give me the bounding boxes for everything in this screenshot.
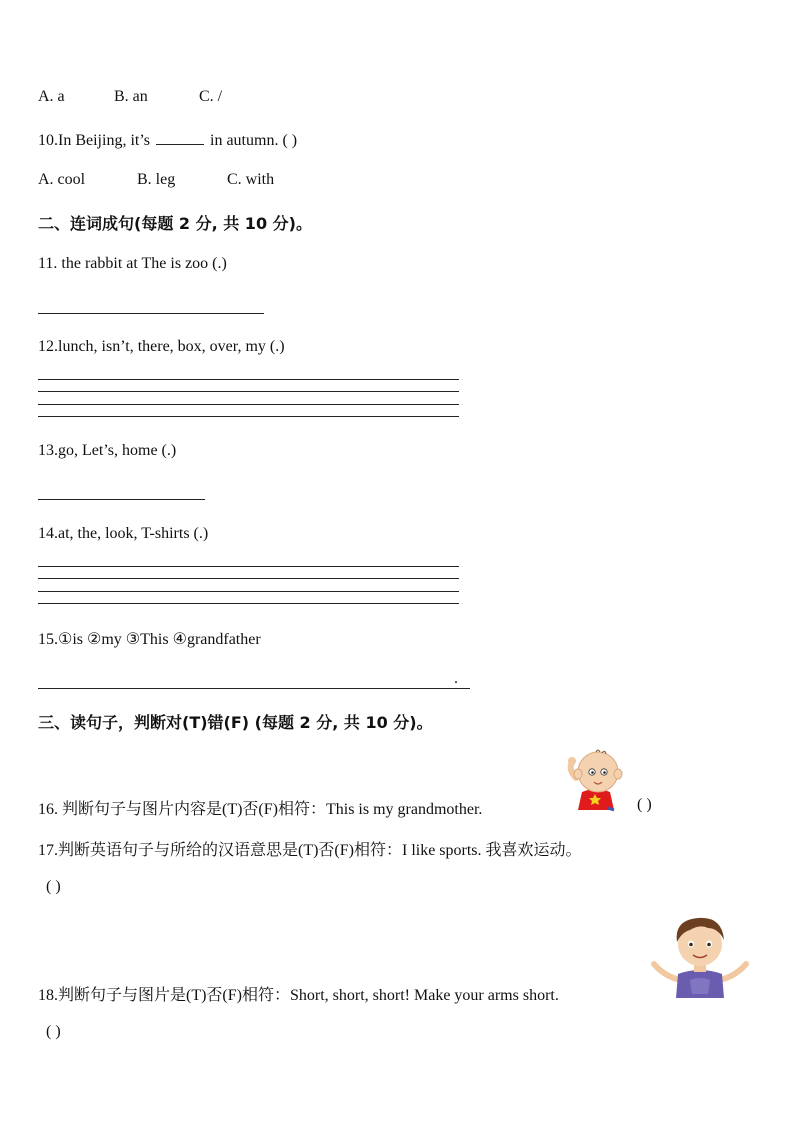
q14-answer-line-4[interactable] — [38, 603, 459, 604]
shrugging-boy-image — [650, 914, 750, 998]
question-13: 13.go, Let’s, home (.) — [38, 442, 177, 459]
question-14: 14.at, the, look, T-shirts (.) — [38, 525, 209, 542]
q13-answer-line[interactable] — [38, 499, 205, 500]
q12-answer-line-4[interactable] — [38, 416, 459, 417]
section-2-heading: 二、连词成句(每题 2 分, 共 10 分)。 — [38, 214, 312, 233]
boy-cartoon-image — [562, 748, 632, 812]
q12-answer-line-1[interactable] — [38, 379, 459, 380]
question-16: 16. 判断句子与图片内容是(T)否(F)相符：This is my grandmother. — [38, 801, 483, 818]
q15-answer-line[interactable] — [38, 688, 470, 689]
q16-answer-parentheses[interactable]: ( ) — [637, 796, 652, 813]
question-12: 12.lunch, isn’t, there, box, over, my (.) — [38, 338, 285, 355]
q10-option-c: C. with — [227, 171, 275, 188]
q15-period: . — [454, 670, 458, 687]
section-3-heading: 三、读句子，判断对(T)错(F) (每题 2 分, 共 10 分)。 — [38, 713, 433, 732]
q9-option-a: A. a — [38, 88, 65, 105]
q14-answer-line-3[interactable] — [38, 591, 459, 592]
q10-text-after: in autumn. ( ) — [210, 132, 298, 149]
q18-answer-parentheses[interactable]: ( ) — [46, 1023, 61, 1040]
question-18: 18.判断句子与图片是(T)否(F)相符：Short, short, short! Make your arms short. — [38, 987, 559, 1004]
q9-option-c: C. / — [199, 88, 223, 105]
q17-answer-parentheses[interactable]: ( ) — [46, 878, 61, 895]
question-17: 17.判断英语句子与所给的汉语意思是(T)否(F)相符：I like sports. 我喜欢运动。 — [38, 842, 582, 859]
q14-answer-line-1[interactable] — [38, 566, 459, 567]
q9-option-b: B. an — [114, 88, 148, 105]
q10-blank[interactable] — [156, 130, 204, 145]
q10-text-before: 10.In Beijing, it’s — [38, 132, 150, 149]
q11-answer-line[interactable] — [38, 313, 264, 314]
question-15: 15.①is ②my ③This ④grandfather — [38, 631, 261, 648]
question-11: 11. the rabbit at The is zoo (.) — [38, 255, 227, 272]
question-10 — [38, 130, 297, 150]
q12-answer-line-3[interactable] — [38, 404, 459, 405]
q10-option-a: A. cool — [38, 171, 86, 188]
q12-answer-line-2[interactable] — [38, 391, 459, 392]
q10-option-b: B. leg — [137, 171, 176, 188]
q14-answer-line-2[interactable] — [38, 578, 459, 579]
